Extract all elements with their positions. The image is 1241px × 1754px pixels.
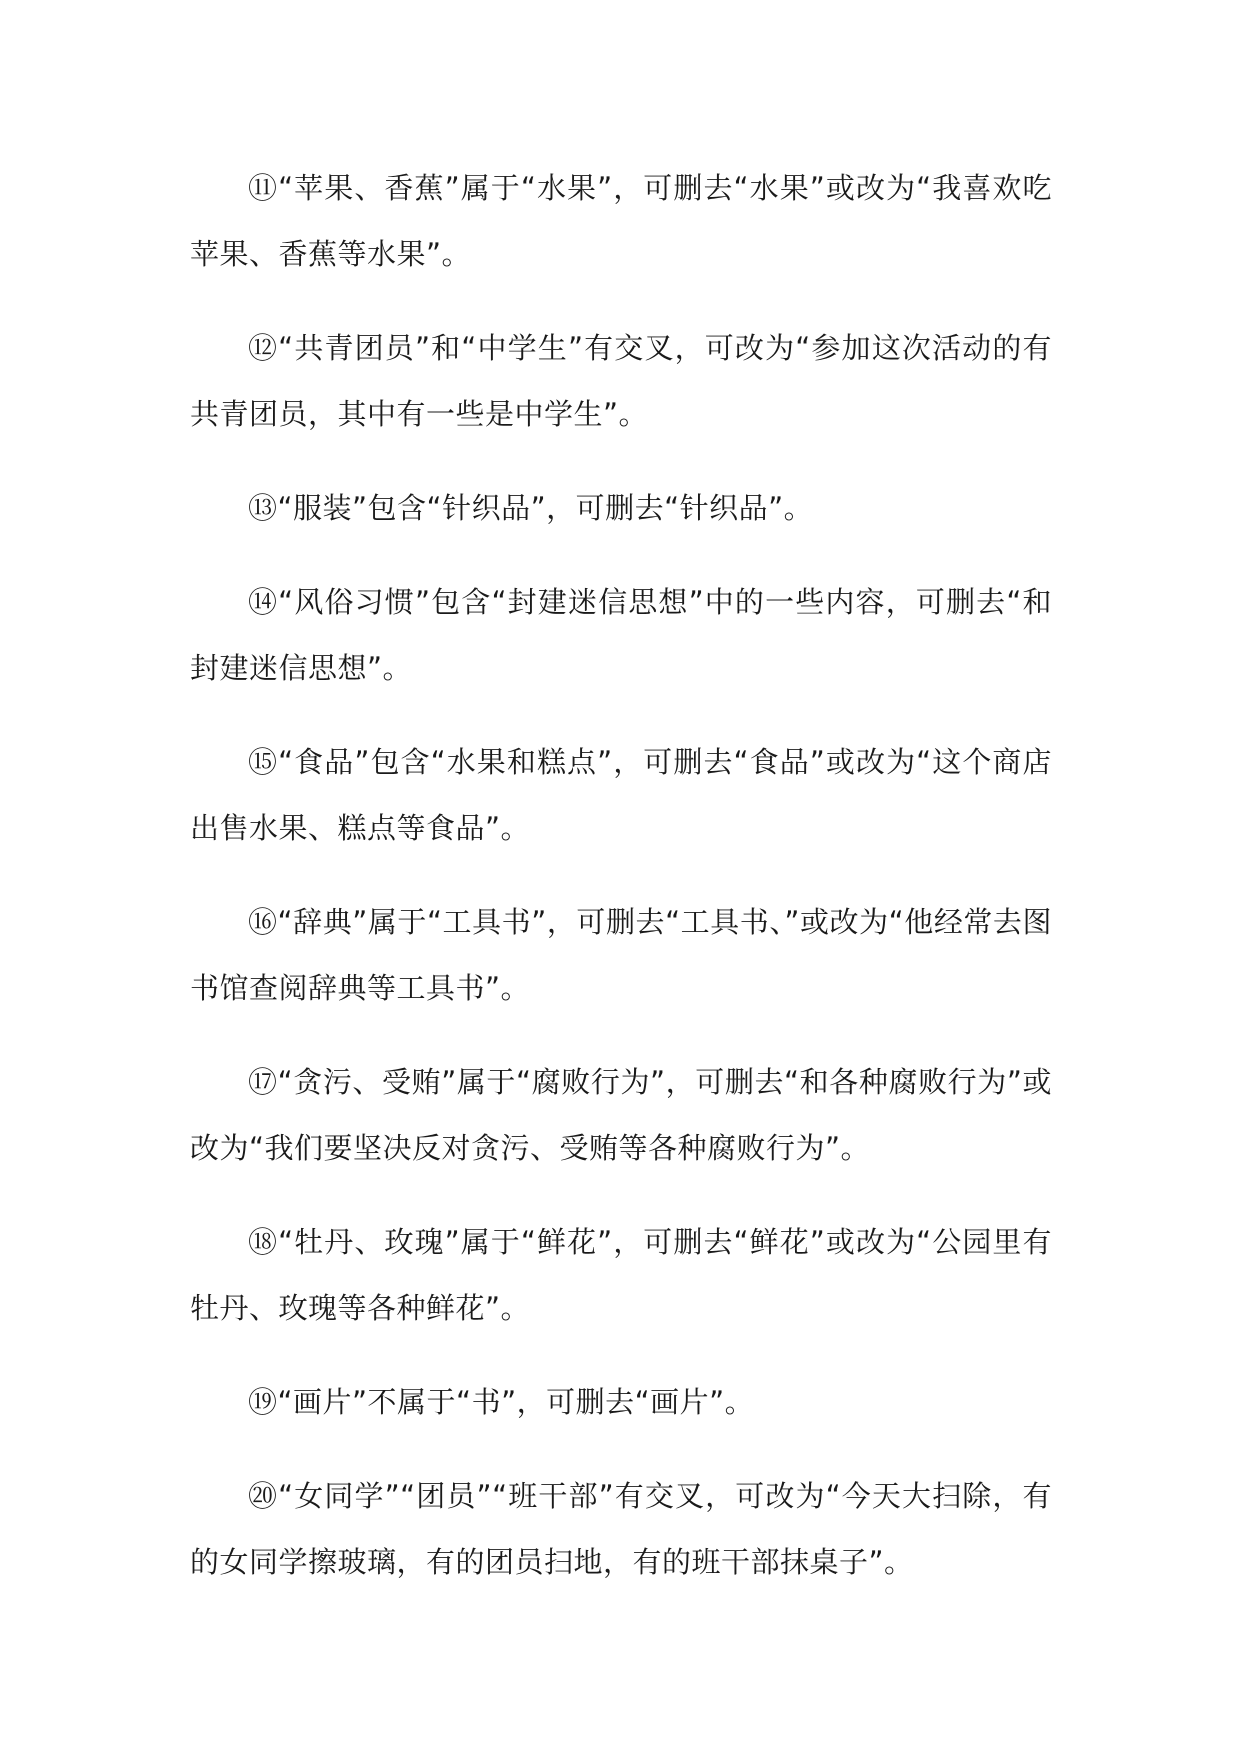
answer-paragraph-16: ⑯“辞典”属于“工具书”，可删去“工具书、”或改为“他经常去图书馆查阅辞典等工具书”。 xyxy=(190,905,1052,1005)
answer-paragraph-13: ⑬“服装”包含“针织品”，可删去“针织品”。 xyxy=(248,491,814,525)
answer-paragraph-15: ⑮“食品”包含“水果和糕点”，可删去“食品”或改为“这个商店出售水果、糕点等食品”。 xyxy=(190,745,1052,845)
answer-paragraph-12: ⑫“共青团员”和“中学生”有交叉，可改为“参加这次活动的有共青团员，其中有一些是中学生”。 xyxy=(190,331,1052,431)
answer-paragraph-17: ⑰“贪污、受贿”属于“腐败行为”，可删去“和各种腐败行为”或改为“我们要坚决反对贪污、受贿等各种腐败行为”。 xyxy=(190,1065,1052,1165)
document-body xyxy=(190,155,1052,1623)
answer-paragraph-11: ⑪“苹果、香蕉”属于“水果”，可删去“水果”或改为“我喜欢吃苹果、香蕉等水果”。 xyxy=(190,171,1052,271)
answer-paragraph-19: ⑲“画片”不属于“书”，可删去“画片”。 xyxy=(248,1385,755,1419)
answer-paragraph-18: ⑱“牡丹、玫瑰”属于“鲜花”，可删去“鲜花”或改为“公园里有牡丹、玫瑰等各种鲜花”。 xyxy=(190,1225,1052,1325)
answer-paragraph-20: ⑳“女同学”“团员”“班干部”有交叉，可改为“今天大扫除，有的女同学擦玻璃，有的团员扫地，有的班干部抹桌子”。 xyxy=(190,1479,1052,1579)
answer-paragraph-14: ⑭“风俗习惯”包含“封建迷信思想”中的一些内容，可删去“和封建迷信思想”。 xyxy=(190,585,1052,685)
